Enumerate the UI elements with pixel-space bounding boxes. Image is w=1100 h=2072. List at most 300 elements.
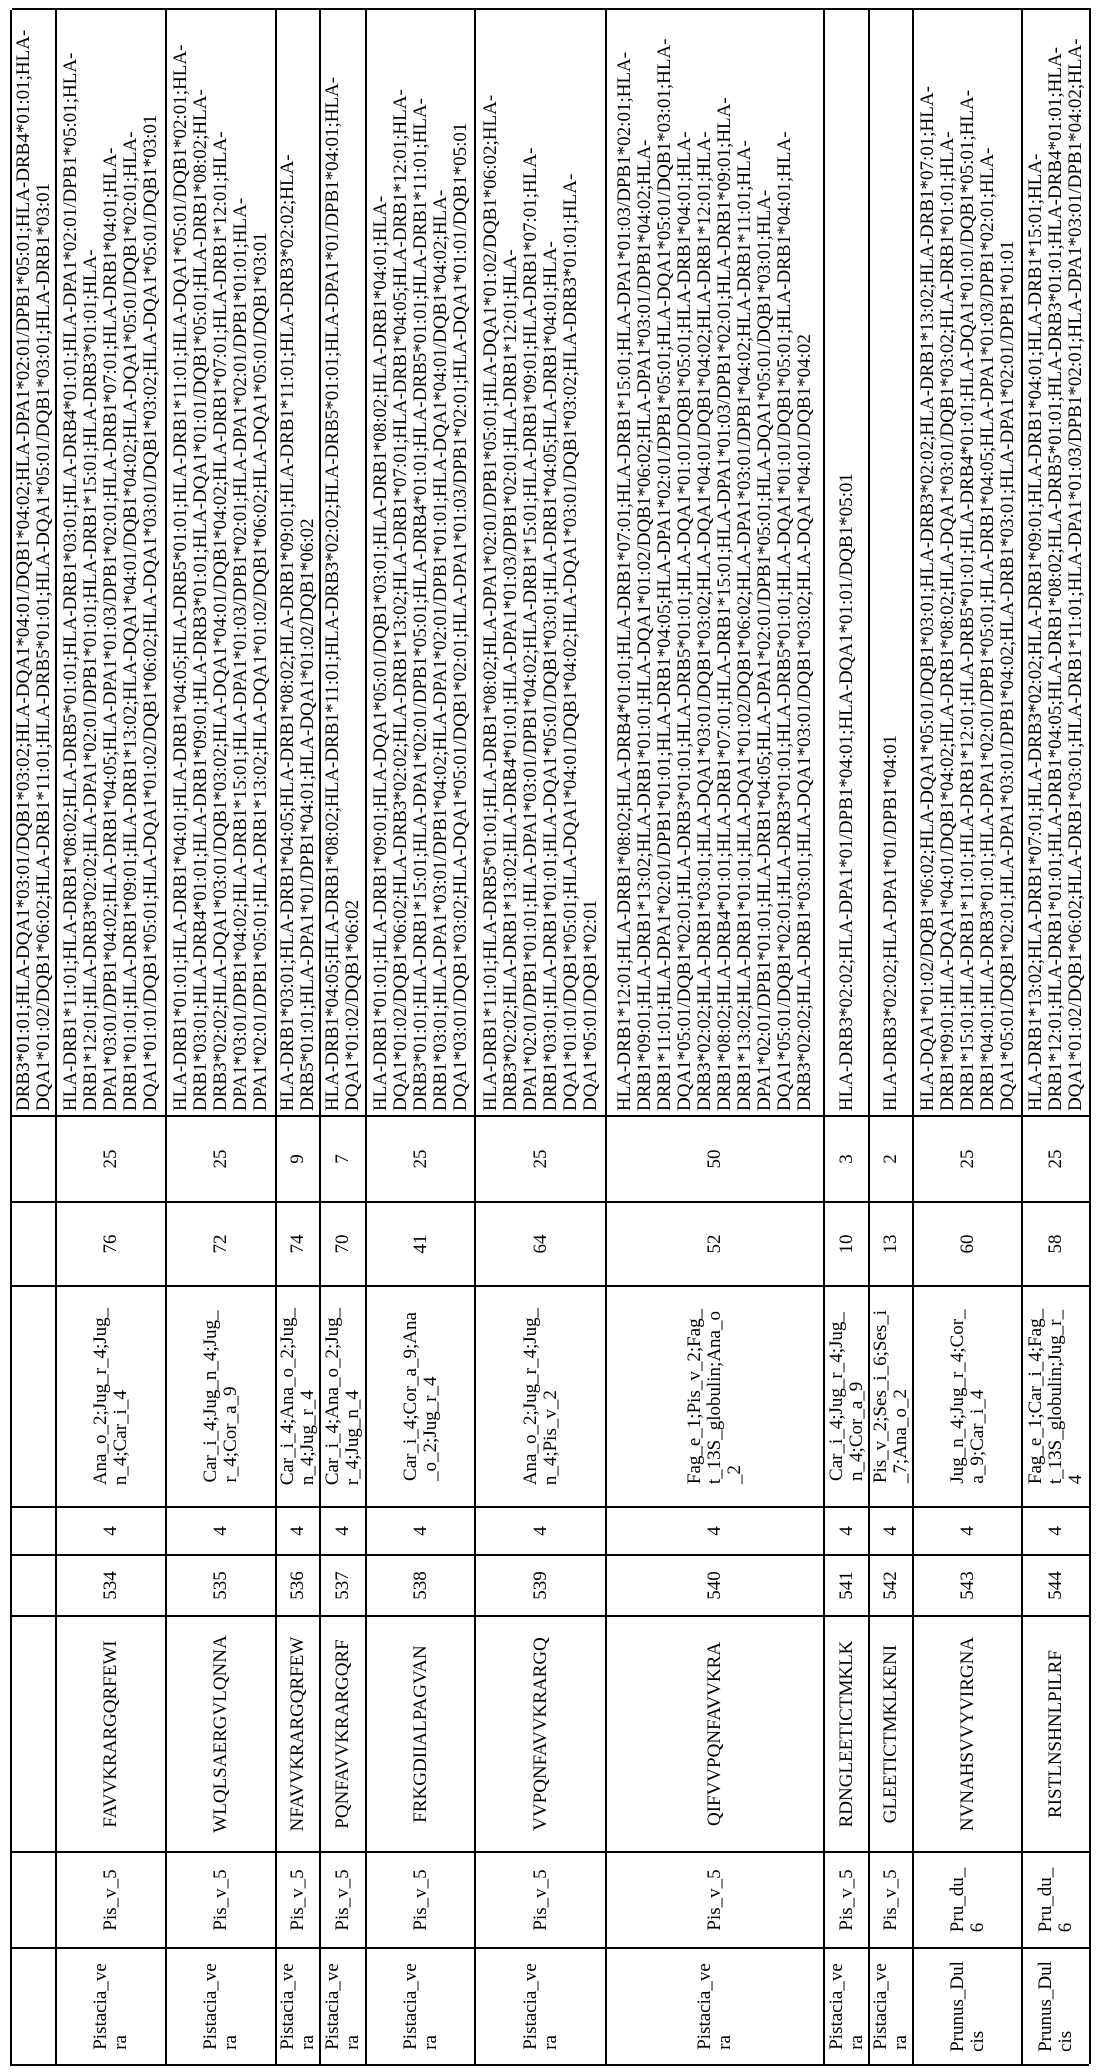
species-cell (825, 1947, 870, 2064)
cell-line: 25 (101, 1150, 121, 1169)
cell-line: HLA-DRB1*13:02;HLA-DRB1*07:01;HLA-DRB3*02:02;HLA-DRB1*09:01;HLA-DRB1*04:01;HLA-DRB1*15:01;HLA- (1026, 154, 1046, 1111)
position-cell (1023, 1554, 1091, 1615)
cell-line: Pistacia_ve (521, 1963, 541, 2050)
species-cell-text (401, 1963, 441, 2050)
species-cell-text (91, 1963, 131, 2050)
cell-line: HLA-DRB1*04:05;HLA-DRB1*08:02;HLA-DRB1*11:01;HLA-DRB3*02:02;HLA-DRB5*01:01;HLA-DPA1*01/DPB1*04:01;HLA- (323, 77, 343, 1111)
cell-line: Pru_du_ (1036, 1868, 1056, 1932)
peptide-cell-text (333, 1639, 353, 1828)
cell-line: 542 (881, 1571, 901, 1600)
cross-reactive-allergens-cell (1023, 1285, 1091, 1506)
cell-line: 9 (288, 1154, 308, 1164)
peptide-cell (476, 1615, 607, 1851)
count-a-cell (277, 1201, 321, 1285)
allergen-cell-text (881, 1869, 901, 1930)
length-cell (607, 1506, 825, 1554)
cell-line: DQA1*05:01/DQB1*02:01;HLA-DRB3*01:01;HLA-DRB5*01:01;HLA-DQA1*01:01/DQB1*05:01;HLA-DRB1*04:01;HLA- (675, 131, 695, 1111)
cell-line: r_4;Jug_n_4 (343, 1390, 363, 1485)
cross-reactive-allergens-cell-text (201, 1310, 241, 1482)
peptide-cell (12, 1615, 57, 1851)
species-cell-text (695, 1963, 735, 2050)
cell-line: ra (343, 2035, 363, 2050)
cell-line: RISTLNSHNLPILRF (1046, 1650, 1066, 1818)
species-cell-text (827, 1963, 867, 2050)
hla-alleles-cell (367, 8, 476, 1115)
cross-reactive-allergens-cell-text (278, 1308, 318, 1485)
cell-line: t_13S_globulin;Jug_r_ (1046, 1310, 1066, 1484)
cross-reactive-allergens-cell-text (1026, 1309, 1086, 1484)
cross-reactive-allergens-cell (277, 1285, 321, 1506)
cell-line: DRB1*09:01;HLA-DRB1*13:02;HLA-DRB1*01:01;HLA-DQA1*01:02/DQB1*06:02;HLA-DPA1*03:01/DPB1*04:02;HLA- (635, 140, 655, 1112)
hla-alleles-cell (825, 8, 870, 1115)
cell-line: DPA1*03:01/DPB1*04:02;HLA-DRB1*04:05;HLA-DPA1*01:03/DPB1*02:01;HLA-DRB1*07:01;HLA-DRB1*04:01;HLA- (101, 148, 121, 1111)
cell-line: Prunus_Dul (948, 1961, 968, 2052)
length-cell (57, 1506, 167, 1554)
cell-line: 4 (211, 1526, 231, 1536)
cell-line: DQA1*01:02/DQB1*06:02;HLA-DRB1*11:01;HLA-DRB5*01:01;HLA-DQA1*05:01/DQB1*03:01;HLA-DRB1*03:01 (34, 183, 54, 1111)
cell-line: DRB1*12:01;HLA-DRB3*02:02;HLA-DPA1*02:01/DPB1*01:01;HLA-DRB1*15:01;HLA-DRB3*01:01;HLA- (81, 249, 101, 1111)
length-cell (870, 1506, 914, 1554)
hla-alleles-cell-text (278, 154, 318, 1111)
cross-reactive-allergens-cell-text (521, 1308, 561, 1485)
peptide-cell-text (881, 1645, 901, 1823)
peptide-cell-text (837, 1641, 857, 1828)
cell-line: Jug_n_4;Jug_r_4;Cor_ (948, 1309, 968, 1483)
cell-line: 4 (101, 1526, 121, 1536)
cell-line: DRB3*02:02;HLA-DRB1*03:01;HLA-DQA1*03:01/DQB1*03:02;HLA-DQA1*04:01/DQB1*04:02;HLA-DRB1*12:01;HLA- (695, 131, 715, 1111)
species-cell (57, 1947, 167, 2064)
cross-reactive-allergens-cell (367, 1285, 476, 1506)
cell-line: HLA-DRB1*11:01;HLA-DRB1*08:02;HLA-DRB5*01:01;HLA-DRB1*03:01;HLA-DRB4*01:01;HLA-DPA1*02:01/DPB1*05:01;HLA- (61, 53, 81, 1111)
species-cell (607, 1947, 825, 2064)
cell-line: 4 (958, 1526, 978, 1536)
position-cell-text (531, 1571, 551, 1600)
cell-line: Fag_e_1;Car_i_4;Fag_ (1026, 1309, 1046, 1484)
cell-line: 58 (1046, 1235, 1066, 1254)
allergen-cell-text (837, 1869, 857, 1930)
count-a-cell-text (333, 1235, 353, 1254)
cross-reactive-allergens-cell-text (91, 1308, 131, 1485)
cell-line: Fag_e_1;Pis_v_2;Fag_ (685, 1309, 705, 1484)
count-a-cell-text (211, 1235, 231, 1254)
cell-line: 3 (837, 1154, 857, 1164)
allergen-cell-text (333, 1869, 353, 1930)
cell-line: _o_2;Jug_r_4 (421, 1376, 441, 1481)
count-a-cell-text (288, 1235, 308, 1254)
position-cell (476, 1554, 607, 1615)
cell-line: 538 (411, 1571, 431, 1600)
cell-line: Pistacia_ve (401, 1963, 421, 2050)
cell-line: 540 (705, 1571, 725, 1600)
count-b-cell-text (333, 1154, 353, 1164)
cell-line: 4 (411, 1526, 431, 1536)
cell-line: DRB1*13:02;HLA-DRB1*01:01;HLA-DQA1*01:02/DQB1*06:02;HLA-DPA1*03:01/DPB1*04:02;HLA-DRB1*11:01;HLA- (735, 140, 755, 1111)
hla-alleles-cell (57, 8, 167, 1115)
species-cell (367, 1947, 476, 2064)
cell-line: HLA-DRB3*02:02;HLA-DPA1*01/DPB1*04:01 (881, 735, 901, 1111)
hla-alleles-cell-text (837, 473, 857, 1111)
species-cell (1023, 1947, 1091, 2064)
cell-line: 539 (531, 1571, 551, 1600)
cell-line: Pis_v_2;Ses_i_6;Ses_i (871, 1310, 891, 1483)
cell-line: Pistacia_ve (91, 1963, 111, 2050)
cell-line: 25 (211, 1150, 231, 1169)
cell-line: DPA1*03:01/DPB1*04:02;HLA-DRB1*15:01;HLA-DPA1*01:03/DPB1*02:01;HLA-DPA1*02:01/DPB1*01:01;HLA- (231, 198, 251, 1111)
cell-line: DRB1*11:01;HLA-DPA1*02:01/DPB1*01:01;HLA-DRB1*04:05;HLA-DPA1*02:01/DPB1*05:01;HLA-DQA1*05:01/DQB1*03:01;HLA- (655, 39, 675, 1112)
cell-line: 4 (1046, 1526, 1066, 1536)
species-cell-text (201, 1963, 241, 2050)
cell-line: 6 (1056, 1923, 1076, 1933)
cell-line: ra (541, 2035, 561, 2050)
cell-line: 72 (211, 1235, 231, 1254)
cell-line: 7 (333, 1154, 353, 1164)
allergen-cell (57, 1851, 167, 1947)
length-cell (277, 1506, 321, 1554)
cell-line: FRKGDIIALPAGVAN (411, 1645, 431, 1822)
cell-line: VVPQNFAVVKRARGQ (531, 1637, 551, 1831)
cell-line: n_4;Pis_v_2 (541, 1390, 561, 1485)
cell-line: 25 (531, 1150, 551, 1169)
cross-reactive-allergens-cell (476, 1285, 607, 1506)
cell-line: _7;Ana_o_2 (891, 1389, 911, 1483)
cell-line: DQA1*05:01/DQB1*02:01 (581, 900, 601, 1111)
cell-line: n_4;Jug_r_4 (298, 1390, 318, 1485)
allergen-cell (12, 1851, 57, 1947)
count-a-cell (825, 1201, 870, 1285)
position-cell-text (288, 1571, 308, 1600)
cell-line: 536 (288, 1571, 308, 1600)
cell-line: Pis_v_5 (705, 1869, 725, 1930)
cell-line: 25 (1046, 1150, 1066, 1169)
cell-line: DQA1*01:01/DQB1*05:01;HLA-DQA1*04:01/DQB1*04:02;HLA-DQA1*03:01/DQB1*03:02;HLA-DRB3*01:01;HLA- (561, 174, 581, 1111)
hla-alleles-cell-text (171, 45, 271, 1111)
cell-line: Pis_v_5 (411, 1869, 431, 1930)
position-cell (277, 1554, 321, 1615)
hla-alleles-cell (277, 8, 321, 1115)
cell-line: DRB3*02:02;HLA-DRB1*03:01;HLA-DQA1*03:01/DQB1*03:02;HLA-DQA1*04:01/DQB1*04:02 (795, 334, 815, 1111)
cell-line: 52 (705, 1235, 725, 1254)
peptide-cell (277, 1615, 321, 1851)
cell-line: 4 (531, 1526, 551, 1536)
cell-line: Car_i_4;Jug_r_4;Jug_ (827, 1312, 847, 1481)
position-cell (57, 1554, 167, 1615)
cell-line: Prunus_Dul (1036, 1961, 1056, 2052)
species-cell-text (521, 1963, 561, 2050)
hla-alleles-cell (914, 8, 1023, 1115)
allergen-cell-text (1036, 1868, 1076, 1932)
cross-reactive-allergens-cell (914, 1285, 1023, 1506)
cell-line: 4 (288, 1526, 308, 1536)
cell-line: Pis_v_5 (333, 1869, 353, 1930)
cell-line: Pis_v_5 (881, 1869, 901, 1930)
length-cell-text (881, 1526, 901, 1536)
count-b-cell-text (837, 1154, 857, 1164)
peptide-cell-text (288, 1637, 308, 1832)
cell-line: ra (891, 2035, 911, 2050)
peptide-cell (57, 1615, 167, 1851)
cell-line: 534 (101, 1571, 121, 1600)
cell-line: _2 (725, 1465, 745, 1484)
allergen-peptide-table (10, 10, 1089, 2066)
cross-reactive-allergens-cell (321, 1285, 367, 1506)
length-cell-text (1046, 1526, 1066, 1536)
cell-line: 76 (101, 1235, 121, 1254)
cell-line: HLA-DQA1*01:02/DQB1*06:02;HLA-DQA1*05:01/DQB1*03:01;HLA-DRB3*02:02;HLA-DRB1*13:02;HLA-DRB1*07:01;HLA- (918, 86, 938, 1111)
cell-line: 2 (881, 1154, 901, 1164)
length-cell-text (958, 1526, 978, 1536)
cell-line: Pistacia_ve (278, 1963, 298, 2050)
position-cell-text (101, 1571, 121, 1600)
cell-line: 4 (1066, 1475, 1086, 1485)
peptide-cell (914, 1615, 1023, 1851)
cell-line: DRB3*02:02;HLA-DQA1*03:01/DQB1*03:02;HLA-DQA1*04:01/DQB1*04:02;HLA-DRB1*07:01;HLA-DRB1*12:01;HLA- (211, 131, 231, 1111)
count-a-cell-text (958, 1235, 978, 1254)
cell-line: Pis_v_5 (837, 1869, 857, 1930)
species-cell (914, 1947, 1023, 2064)
length-cell (321, 1506, 367, 1554)
peptide-cell (607, 1615, 825, 1851)
cell-line: DRB1*12:01;HLA-DRB1*01:01;HLA-DRB1*04:05;HLA-DRB1*08:02;HLA-DRB5*01:01;HLA-DRB3*01:01;HLA-DRB4*01:01;HLA- (1046, 47, 1066, 1111)
cell-line: cis (1056, 2031, 1076, 2052)
count-b-cell-text (288, 1154, 308, 1164)
cell-line: FAVVKRARGQRFEWI (101, 1640, 121, 1827)
count-a-cell-text (705, 1235, 725, 1254)
cell-line: Car_i_4;Jug_n_4;Jug_ (201, 1310, 221, 1482)
cell-line: Pistacia_ve (201, 1963, 221, 2050)
length-cell (367, 1506, 476, 1554)
count-b-cell-text (531, 1150, 551, 1169)
cross-reactive-allergens-cell (12, 1285, 57, 1506)
count-a-cell-text (837, 1235, 857, 1254)
cell-line: NFAVVKRARGQRFEW (288, 1637, 308, 1832)
cell-line: DRB1*04:01;HLA-DRB3*01:01;HLA-DPA1*02:01/DPB1*05:01;HLA-DRB1*04:05;HLA-DPA1*01:03/DPB1*02:01;HLA- (978, 148, 998, 1111)
cross-reactive-allergens-cell (870, 1285, 914, 1506)
cell-line: a_9;Car_i_4 (968, 1390, 988, 1484)
peptide-cell (167, 1615, 277, 1851)
peptide-cell-text (101, 1640, 121, 1827)
cell-line: Pru_du_ (948, 1868, 968, 1932)
allergen-cell-text (288, 1869, 308, 1930)
cell-line: Car_i_4;Ana_o_2;Jug_ (323, 1308, 343, 1485)
count-a-cell (367, 1201, 476, 1285)
count-b-cell (914, 1115, 1023, 1201)
position-cell (321, 1554, 367, 1615)
hla-alleles-cell (12, 8, 57, 1115)
cell-line: DRB1*01:01;HLA-DRB1*09:01;HLA-DRB1*13:02;HLA-DQA1*04:01/DQB1*04:02;HLA-DQA1*05:01/DQB1*02:01;HLA- (121, 131, 141, 1111)
cell-line: ra (715, 2035, 735, 2050)
allergen-cell (167, 1851, 277, 1947)
count-a-cell-text (881, 1235, 901, 1254)
cell-line: Car_i_4;Ana_o_2;Jug_ (278, 1308, 298, 1485)
position-cell-text (881, 1571, 901, 1600)
cell-line: DQA1*03:01/DQB1*03:02;HLA-DQA1*05:01/DQB1*02:01;HLA-DPA1*01:03/DPB1*02:01;HLA-DQA1*01:01/DQB1*05:01 (451, 123, 471, 1111)
cell-line: ra (298, 2035, 318, 2050)
cell-line: DRB3*02:02;HLA-DRB1*13:02;HLA-DRB4*01:01;HLA-DPA1*01:03/DPB1*02:01;HLA-DRB1*12:01;HLA- (501, 249, 521, 1111)
peptide-cell-text (411, 1645, 431, 1822)
hla-alleles-cell-text (481, 95, 601, 1111)
rotated-document-page (0, 0, 1100, 2072)
cell-line: Ana_o_2;Jug_r_4;Jug_ (91, 1308, 111, 1485)
count-a-cell (12, 1201, 57, 1285)
cell-line: HLA-DRB1*11:01;HLA-DRB5*01:01;HLA-DRB1*08:02;HLA-DPA1*02:01/DPB1*05:01;HLA-DQA1*01:02/DQB1*06:02;HLA- (481, 95, 501, 1111)
cell-line: DRB1*15:01;HLA-DRB1*11:01;HLA-DRB1*12:01;HLA-DRB5*01:01;HLA-DRB4*01:01;HLA-DQA1*01:01/DQB1*05:01;HLA- (958, 90, 978, 1111)
hla-alleles-cell (476, 8, 607, 1115)
count-b-cell-text (1046, 1150, 1066, 1169)
position-cell (914, 1554, 1023, 1615)
count-b-cell-text (958, 1150, 978, 1169)
species-cell-text (948, 1961, 988, 2052)
cell-line: QIFVVPQNFAVVKRA (705, 1642, 725, 1826)
cell-line: 74 (288, 1235, 308, 1254)
length-cell-text (333, 1526, 353, 1536)
cell-line: Ana_o_2;Jug_r_4;Jug_ (521, 1308, 541, 1485)
count-b-cell (870, 1115, 914, 1201)
allergen-cell (825, 1851, 870, 1947)
cell-line: HLA-DRB1*03:01;HLA-DRB1*04:05;HLA-DRB1*08:02;HLA-DRB1*09:01;HLA-DRB1*11:01;HLA-DRB3*02:02;HLA- (278, 154, 298, 1111)
hla-alleles-cell-text (323, 77, 363, 1111)
cell-line: DRB1*03:01;HLA-DRB4*01:01;HLA-DRB1*09:01;HLA-DRB3*01:01;HLA-DQA1*01:01/DQB1*05:01;HLA-DRB1*08:02;HLA- (191, 89, 211, 1111)
cell-line: Pistacia_ve (871, 1963, 891, 2050)
cell-line: 4 (705, 1526, 725, 1536)
hla-alleles-cell-text (371, 89, 471, 1111)
allergen-cell-text (101, 1869, 121, 1930)
cell-line: 4 (837, 1526, 857, 1536)
cell-line: DRB1*09:01;HLA-DQA1*04:01/DQB1*04:02;HLA-DRB1*08:02;HLA-DQA1*03:01/DQB1*03:02;HLA-DRB1*01:01;HLA- (938, 131, 958, 1111)
position-cell-text (411, 1571, 431, 1600)
cross-reactive-allergens-cell-text (948, 1309, 988, 1483)
cell-line: DRB1*03:01;HLA-DPA1*03:01/DPB1*04:02;HLA-DPA1*02:01/DPB1*01:01;HLA-DQA1*04:01/DQB1*04:02;HLA- (431, 190, 451, 1111)
cell-line: 60 (958, 1235, 978, 1254)
allergen-cell-text (948, 1868, 988, 1932)
hla-alleles-cell-text (881, 735, 901, 1111)
position-cell (12, 1554, 57, 1615)
allergen-cell (367, 1851, 476, 1947)
peptide-cell (870, 1615, 914, 1851)
cell-line: Pis_v_5 (211, 1869, 231, 1930)
peptide-cell-text (531, 1637, 551, 1831)
count-b-cell (321, 1115, 367, 1201)
cell-line: HLA-DRB1*01:01;HLA-DRB1*09:01;HLA-DQA1*05:01/DQB1*03:01;HLA-DRB1*08:02;HLA-DRB1*04:01;HLA- (371, 196, 391, 1111)
cell-line: ra (421, 2035, 441, 2050)
cell-line: 70 (333, 1235, 353, 1254)
species-cell (277, 1947, 321, 2064)
cell-line: t_13S_globulin;Ana_o (705, 1311, 725, 1484)
cell-line: NVNAHSVVYVIRGNA (958, 1637, 978, 1831)
peptide-cell-text (211, 1635, 231, 1832)
cell-line: cis (968, 2031, 988, 2052)
cross-reactive-allergens-cell (57, 1285, 167, 1506)
count-b-cell (1023, 1115, 1091, 1201)
count-a-cell (57, 1201, 167, 1285)
cell-line: ra (221, 2035, 241, 2050)
position-cell (367, 1554, 476, 1615)
cell-line: 64 (531, 1235, 551, 1254)
length-cell (1023, 1506, 1091, 1554)
count-b-cell (12, 1115, 57, 1201)
cell-line: GLEETICTMKLKENI (881, 1645, 901, 1823)
cell-line: PQNFAVVKRARGQRF (333, 1639, 353, 1828)
count-b-cell (367, 1115, 476, 1201)
count-a-cell-text (411, 1235, 431, 1254)
cell-line: 535 (211, 1571, 231, 1600)
count-a-cell (870, 1201, 914, 1285)
cell-line: DRB1*03:01;HLA-DRB1*01:01;HLA-DQA1*05:01/DQB1*03:01;HLA-DRB1*04:05;HLA-DRB1*04:01;HLA- (541, 241, 561, 1111)
count-a-cell (1023, 1201, 1091, 1285)
length-cell-text (211, 1526, 231, 1536)
species-cell-text (278, 1963, 318, 2050)
cell-line: HLA-DRB1*01:01;HLA-DRB1*04:01;HLA-DRB1*04:05;HLA-DRB5*01:01;HLA-DRB1*11:01;HLA-DQA1*05:01/DQB1*02:01;HLA- (171, 45, 191, 1111)
count-a-cell-text (1046, 1235, 1066, 1254)
cell-line: ra (847, 2035, 867, 2050)
cell-line: RDNGLEETICTMKLK (837, 1641, 857, 1828)
length-cell-text (411, 1526, 431, 1536)
position-cell-text (958, 1571, 978, 1600)
count-b-cell (167, 1115, 277, 1201)
species-cell (321, 1947, 367, 2064)
allergen-cell-text (705, 1869, 725, 1930)
count-a-cell (607, 1201, 825, 1285)
cell-line: 50 (705, 1150, 725, 1169)
position-cell-text (705, 1571, 725, 1600)
allergen-cell-text (531, 1869, 551, 1930)
peptide-cell (1023, 1615, 1091, 1851)
cell-line: Pistacia_ve (323, 1963, 343, 2050)
cross-reactive-allergens-cell-text (401, 1312, 441, 1481)
cell-line: DQA1*01:01/DQB1*05:01;HLA-DQA1*01:02/DQB1*06:02;HLA-DQA1*03:01/DQB1*03:02;HLA-DQA1*05:01/DQB1*03:01 (141, 115, 161, 1111)
hla-alleles-cell (321, 8, 367, 1115)
peptide-cell (367, 1615, 476, 1851)
cell-line: 537 (333, 1571, 353, 1600)
count-b-cell (277, 1115, 321, 1201)
species-cell (167, 1947, 277, 2064)
length-cell-text (101, 1526, 121, 1536)
cell-line: 541 (837, 1571, 857, 1600)
length-cell (914, 1506, 1023, 1554)
position-cell-text (211, 1571, 231, 1600)
cell-line: 4 (333, 1526, 353, 1536)
peptide-cell-text (705, 1642, 725, 1826)
hla-alleles-cell-text (918, 86, 1018, 1111)
allergen-cell (607, 1851, 825, 1947)
hla-alleles-cell (1023, 8, 1091, 1115)
position-cell-text (1046, 1571, 1066, 1600)
cell-line: 10 (837, 1235, 857, 1254)
cell-line: ra (111, 2035, 131, 2050)
cell-line: 41 (411, 1235, 431, 1254)
cell-line: DRB5*01:01;HLA-DPA1*01/DPB1*04:01;HLA-DQA1*01:02/DQB1*06:02 (298, 518, 318, 1111)
cell-line: 25 (958, 1150, 978, 1169)
allergen-cell (476, 1851, 607, 1947)
cell-line: 6 (968, 1923, 988, 1933)
cell-line: DQA1*01:02/DQB1*06:02;HLA-DRB3*02:02;HLA-DRB1*13:02;HLA-DRB1*07:01;HLA-DRB1*04:05;HLA-DRB1*12:01;HLA- (391, 89, 411, 1111)
cell-line: Pistacia_ve (695, 1963, 715, 2050)
species-cell-text (1036, 1961, 1076, 2052)
cell-line: n_4;Cor_a_9 (847, 1382, 867, 1481)
cross-reactive-allergens-cell (167, 1285, 277, 1506)
species-cell-text (323, 1963, 363, 2050)
species-cell (12, 1947, 57, 2064)
cell-line: Car_i_4;Cor_a_9;Ana (401, 1312, 421, 1481)
hla-alleles-cell-text (1026, 39, 1086, 1112)
cell-line: HLA-DRB3*02:02;HLA-DPA1*01/DPB1*04:01;HLA-DQA1*01:01/DQB1*05:01 (837, 473, 857, 1111)
count-b-cell (476, 1115, 607, 1201)
position-cell-text (837, 1571, 857, 1600)
count-b-cell-text (101, 1150, 121, 1169)
cell-line: Pis_v_5 (101, 1869, 121, 1930)
count-b-cell-text (211, 1150, 231, 1169)
allergen-cell (870, 1851, 914, 1947)
position-cell (870, 1554, 914, 1615)
